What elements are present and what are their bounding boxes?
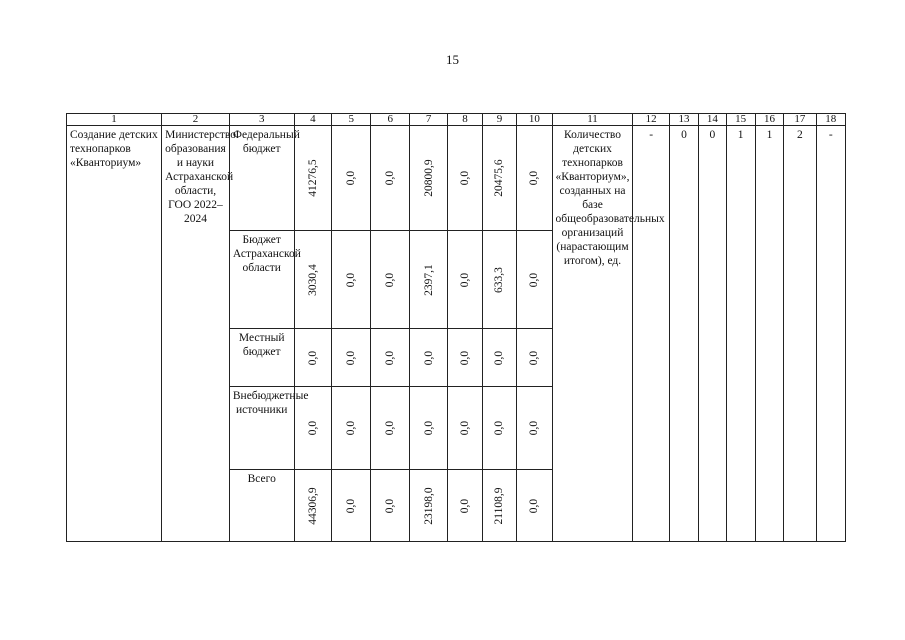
funding-row xyxy=(67,126,846,231)
funding-source-cell: Федеральный бюджет xyxy=(229,126,294,231)
funding-value-cell xyxy=(371,126,409,231)
column-number-cell: 11 xyxy=(552,114,633,126)
funding-value-cell xyxy=(294,470,331,542)
funding-value-cell xyxy=(294,329,331,387)
funding-value: 44306,9 xyxy=(306,486,319,525)
funding-value-cell xyxy=(482,126,516,231)
funding-value: 0,0 xyxy=(345,420,358,436)
funding-value-cell xyxy=(448,387,482,470)
funding-value-cell xyxy=(448,470,482,542)
funding-value: 0,0 xyxy=(493,350,506,365)
column-number-cell: 1 xyxy=(67,114,162,126)
funding-value: 0,0 xyxy=(459,498,472,513)
funding-value-cell xyxy=(482,329,516,387)
column-number-cell: 13 xyxy=(669,114,698,126)
funding-value: 0,0 xyxy=(459,272,472,287)
funding-value: 0,0 xyxy=(493,420,506,436)
funding-value-cell xyxy=(448,126,482,231)
funding-value-cell xyxy=(517,231,552,329)
indicator-value-cell: - xyxy=(633,126,669,542)
funding-value-cell xyxy=(482,231,516,329)
funding-value: 0,0 xyxy=(422,350,435,365)
funding-value-cell xyxy=(409,470,447,542)
column-number-cell: 2 xyxy=(162,114,230,126)
funding-value: 2397,1 xyxy=(422,263,435,296)
funding-value-cell xyxy=(371,470,409,542)
funding-value: 0,0 xyxy=(345,272,358,287)
funding-value: 0,0 xyxy=(345,170,358,186)
funding-value: 0,0 xyxy=(384,350,397,365)
column-number-cell: 3 xyxy=(229,114,294,126)
indicator-value-cell: 0 xyxy=(699,126,726,542)
column-number-cell: 5 xyxy=(332,114,371,126)
column-number-cell: 14 xyxy=(699,114,726,126)
funding-source-cell: Местный бюджет xyxy=(229,329,294,387)
funding-value-cell xyxy=(371,231,409,329)
funding-source-cell: Внебюджетные источники xyxy=(229,387,294,470)
indicator-value-cell: - xyxy=(816,126,845,542)
funding-value-cell xyxy=(409,387,447,470)
indicator-value-cell: 1 xyxy=(726,126,755,542)
funding-value-cell xyxy=(409,329,447,387)
funding-value: 20800,9 xyxy=(422,159,435,197)
funding-value-cell xyxy=(294,126,331,231)
funding-value-cell xyxy=(409,126,447,231)
funding-value-cell xyxy=(294,387,331,470)
program-table xyxy=(66,113,846,542)
funding-value: 0,0 xyxy=(306,350,319,365)
funding-source-cell: Бюджет Астраханской области xyxy=(229,231,294,329)
funding-value: 41276,5 xyxy=(306,159,319,197)
funding-value: 0,0 xyxy=(422,420,435,436)
funding-value-cell xyxy=(332,329,371,387)
funding-value-cell xyxy=(517,470,552,542)
column-number-cell: 12 xyxy=(633,114,669,126)
column-number-row xyxy=(67,114,846,126)
funding-value: 0,0 xyxy=(528,420,541,436)
funding-value-cell xyxy=(332,231,371,329)
funding-value: 0,0 xyxy=(384,498,397,513)
funding-value-cell xyxy=(448,231,482,329)
indicator-value-cell: 2 xyxy=(784,126,816,542)
funding-value: 0,0 xyxy=(345,350,358,365)
indicator-value-cell: 0 xyxy=(669,126,698,542)
funding-value-cell xyxy=(371,329,409,387)
funding-value: 0,0 xyxy=(306,420,319,436)
funding-value-cell xyxy=(517,387,552,470)
funding-value: 23198,0 xyxy=(422,486,435,525)
funding-value-cell xyxy=(294,231,331,329)
funding-value-cell xyxy=(482,387,516,470)
column-number-cell: 18 xyxy=(816,114,845,126)
funding-value-cell xyxy=(517,126,552,231)
column-number-cell: 15 xyxy=(726,114,755,126)
funding-source-cell: Всего xyxy=(229,470,294,542)
funding-value-cell xyxy=(332,387,371,470)
funding-value: 0,0 xyxy=(345,498,358,513)
funding-value: 0,0 xyxy=(384,272,397,287)
funding-value-cell xyxy=(482,470,516,542)
funding-value-cell xyxy=(332,470,371,542)
funding-value-cell xyxy=(448,329,482,387)
column-number-cell: 10 xyxy=(517,114,552,126)
column-number-cell: 9 xyxy=(482,114,516,126)
column-number-cell: 17 xyxy=(784,114,816,126)
funding-value: 0,0 xyxy=(384,420,397,436)
funding-value: 0,0 xyxy=(528,350,541,365)
funding-value: 3030,4 xyxy=(306,263,319,296)
column-number-cell: 16 xyxy=(755,114,783,126)
funding-value: 0,0 xyxy=(528,170,541,186)
column-number-cell: 6 xyxy=(371,114,409,126)
column-number-cell: 8 xyxy=(448,114,482,126)
funding-value: 0,0 xyxy=(459,350,472,365)
funding-value: 633,3 xyxy=(493,266,506,293)
funding-value-cell xyxy=(517,329,552,387)
funding-value-cell xyxy=(332,126,371,231)
column-number-cell: 7 xyxy=(409,114,447,126)
funding-value: 0,0 xyxy=(528,272,541,287)
column-number-cell: 4 xyxy=(294,114,331,126)
funding-value-cell xyxy=(371,387,409,470)
activity-cell: Создание детских технопарков «Кванториум» xyxy=(67,126,162,542)
funding-value-cell xyxy=(409,231,447,329)
indicator-value-cell: 1 xyxy=(755,126,783,542)
funding-value: 20475,6 xyxy=(493,159,506,197)
indicator-cell: Количество детских технопарков «Кванториум», созданных на базе общеобразовательных организаций (нарастающим итогом), ед. xyxy=(552,126,633,542)
page-number: 15 xyxy=(446,52,459,67)
executor-cell: Министерство образования и науки Астраханской области, ГОО 2022–2024 xyxy=(162,126,230,542)
funding-value: 21108,9 xyxy=(493,487,506,524)
funding-value: 0,0 xyxy=(459,420,472,436)
funding-value: 0,0 xyxy=(384,170,397,186)
funding-value: 0,0 xyxy=(459,170,472,186)
funding-value: 0,0 xyxy=(528,498,541,513)
